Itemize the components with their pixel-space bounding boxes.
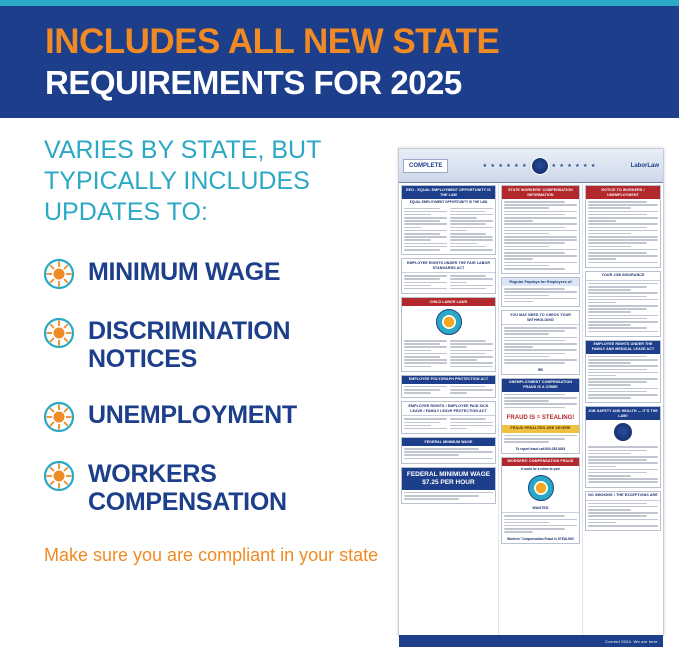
labor-law-poster-preview[interactable] [398,148,664,644]
poster-body-text [402,384,495,398]
poster-section-title: WORKERS' COMPENSATION FRAUD [502,458,579,466]
poster-brand-label: LaborLaw [630,162,659,169]
poster-section-unemployment-fraud [501,378,580,454]
poster-section [585,340,661,404]
left-content-column [44,135,384,567]
poster-body-text [502,199,579,273]
list-item [44,258,384,289]
poster-section-title: EMPLOYEE POLYGRAPH PROTECTION ACT [402,376,495,384]
poster-section [401,297,496,372]
poster-section [585,271,661,337]
poster-section-title: EMPLOYEE RIGHTS / EMPLOYEE PAID SICK LEAVE / FAMILY LEAVE PROTECTION ACT [402,402,495,416]
poster-body-text [502,513,579,536]
poster-columns [399,183,663,635]
stars-right: ★ ★ ★ ★ ★ ★ [551,162,597,169]
poster-section-subtitle: EQUAL EMPLOYMENT OPPORTUNITY IS THE LAW [409,200,488,204]
federal-wage-title: FEDERAL MINIMUM WAGE $7.25 PER HOUR [406,470,491,486]
poster-section-title: FEDERAL MINIMUM WAGE [402,438,495,446]
poster-body-text [402,206,495,255]
list-item [44,317,384,373]
poster-section-title: CHILD LABOR LAWS [402,298,495,306]
poster-section-title: EMPLOYEE RIGHTS UNDER THE FAIR LABOR STANDARDS ACT [402,259,495,273]
osha-seal-icon [613,422,633,442]
poster-section-workers-comp-fraud [501,457,580,544]
poster-complete-badge: COMPLETE [403,159,448,173]
poster-section-title: YOUR JOB INSURANCE [586,272,660,281]
poster-section-title: YOU MAY NEED TO CHECK YOUR WITHHOLDING [502,311,579,325]
federal-minimum-wage-banner [402,468,495,490]
poster-footer-note: Current 2024. We are here. [605,638,659,644]
list-item [44,401,384,432]
stars-left: ★ ★ ★ ★ ★ ★ [482,162,528,169]
poster-body-text [502,286,579,306]
sunburst-icon [44,259,74,289]
compliance-footnote: Make sure you are compliant in your state [44,545,379,565]
poster-body-text [502,392,579,412]
poster-section-title: JOB SAFETY AND HEALTH — IT'S THE LAW! [586,407,660,420]
poster-section [501,310,580,375]
poster-body-text [402,446,495,463]
poster-footer [399,635,663,647]
feature-label: UNEMPLOYMENT [88,401,297,429]
feature-label: DISCRIMINATION NOTICES [88,317,291,373]
poster-section-title: EMPLOYEE RIGHTS UNDER THE FAMILY AND MEDICAL LEAVE ACT [586,341,660,354]
sunburst-icon [44,318,74,348]
poster-section-title: STATE WORKERS' COMPENSATION INFORMATION [502,186,579,199]
poster-section-subtitle: It could be a crime to you! [520,466,561,471]
feature-list [44,258,384,516]
poster-body-text [502,325,579,367]
fraud-report-phone: To report fraud call 800-282-8819 [515,447,566,452]
poster-section [501,185,580,274]
fraud-penalties-title: FRAUD PENALTIES ARE SEVERE [502,425,579,433]
poster-column-3 [583,183,663,635]
poster-section-title: Regular Paydays for Employees of [502,278,579,286]
poster-body-text [402,416,495,433]
sunburst-icon [44,461,74,491]
intro-text: VARIES BY STATE, BUT TYPICALLY INCLUDES UPDATES TO: [44,136,321,226]
poster-section-title: NOTICE TO WORKERS / UNEMPLOYMENT [586,186,660,199]
poster-section [585,491,661,532]
poster-body-text [502,433,579,447]
poster-column-1 [399,183,499,635]
poster-body-text [402,490,495,504]
poster-section-title: UNEMPLOYMENT COMPENSATION FRAUD IS A CRIME [502,379,579,392]
federal-seal-icon [531,157,549,175]
poster-section [501,277,580,307]
poster-body-text [586,354,660,403]
sunburst-icon [436,309,462,335]
poster-section-osha [585,406,661,487]
poster-body-text [586,199,660,267]
headline-line-1: INCLUDES ALL NEW STATE [45,22,500,61]
poster-section-title: NO SMOKING / THE EXCEPTIONS ARE [586,492,660,501]
poster-section-federal-wage [401,467,496,505]
sunburst-icon [44,402,74,432]
headline-line-2: REQUIREMENTS FOR 2025 [45,64,462,101]
poster-section [401,401,496,434]
poster-section [401,437,496,464]
wanted-label: WANTED [502,504,579,513]
poster-body-text [586,444,660,486]
fraud-callout-text: FRAUD IS = STEALING! [506,414,575,421]
workers-comp-fraud-footer: Workers' Compensation Fraud is STEALING [507,537,574,542]
sunburst-icon [528,475,554,501]
list-item [44,460,384,516]
feature-label: MINIMUM WAGE [88,258,281,286]
poster-section [401,185,496,255]
poster-column-2 [499,183,583,635]
poster-body-text [402,273,495,293]
poster-section [401,258,496,294]
feature-label: WORKERS COMPENSATION [88,460,287,516]
poster-section-title: EEO - EQUAL EMPLOYMENT OPPORTUNITY IS THE LAW [402,186,495,199]
poster-body-text [402,338,495,371]
poster-section [401,375,496,399]
headline-banner [0,6,679,118]
poster-body-text [586,281,660,336]
poster-seal-group [483,157,597,175]
irs-logo: IRS [537,368,544,373]
fraud-callout [502,412,579,425]
poster-header [399,149,663,183]
poster-section [585,185,661,268]
poster-body-text [586,501,660,531]
